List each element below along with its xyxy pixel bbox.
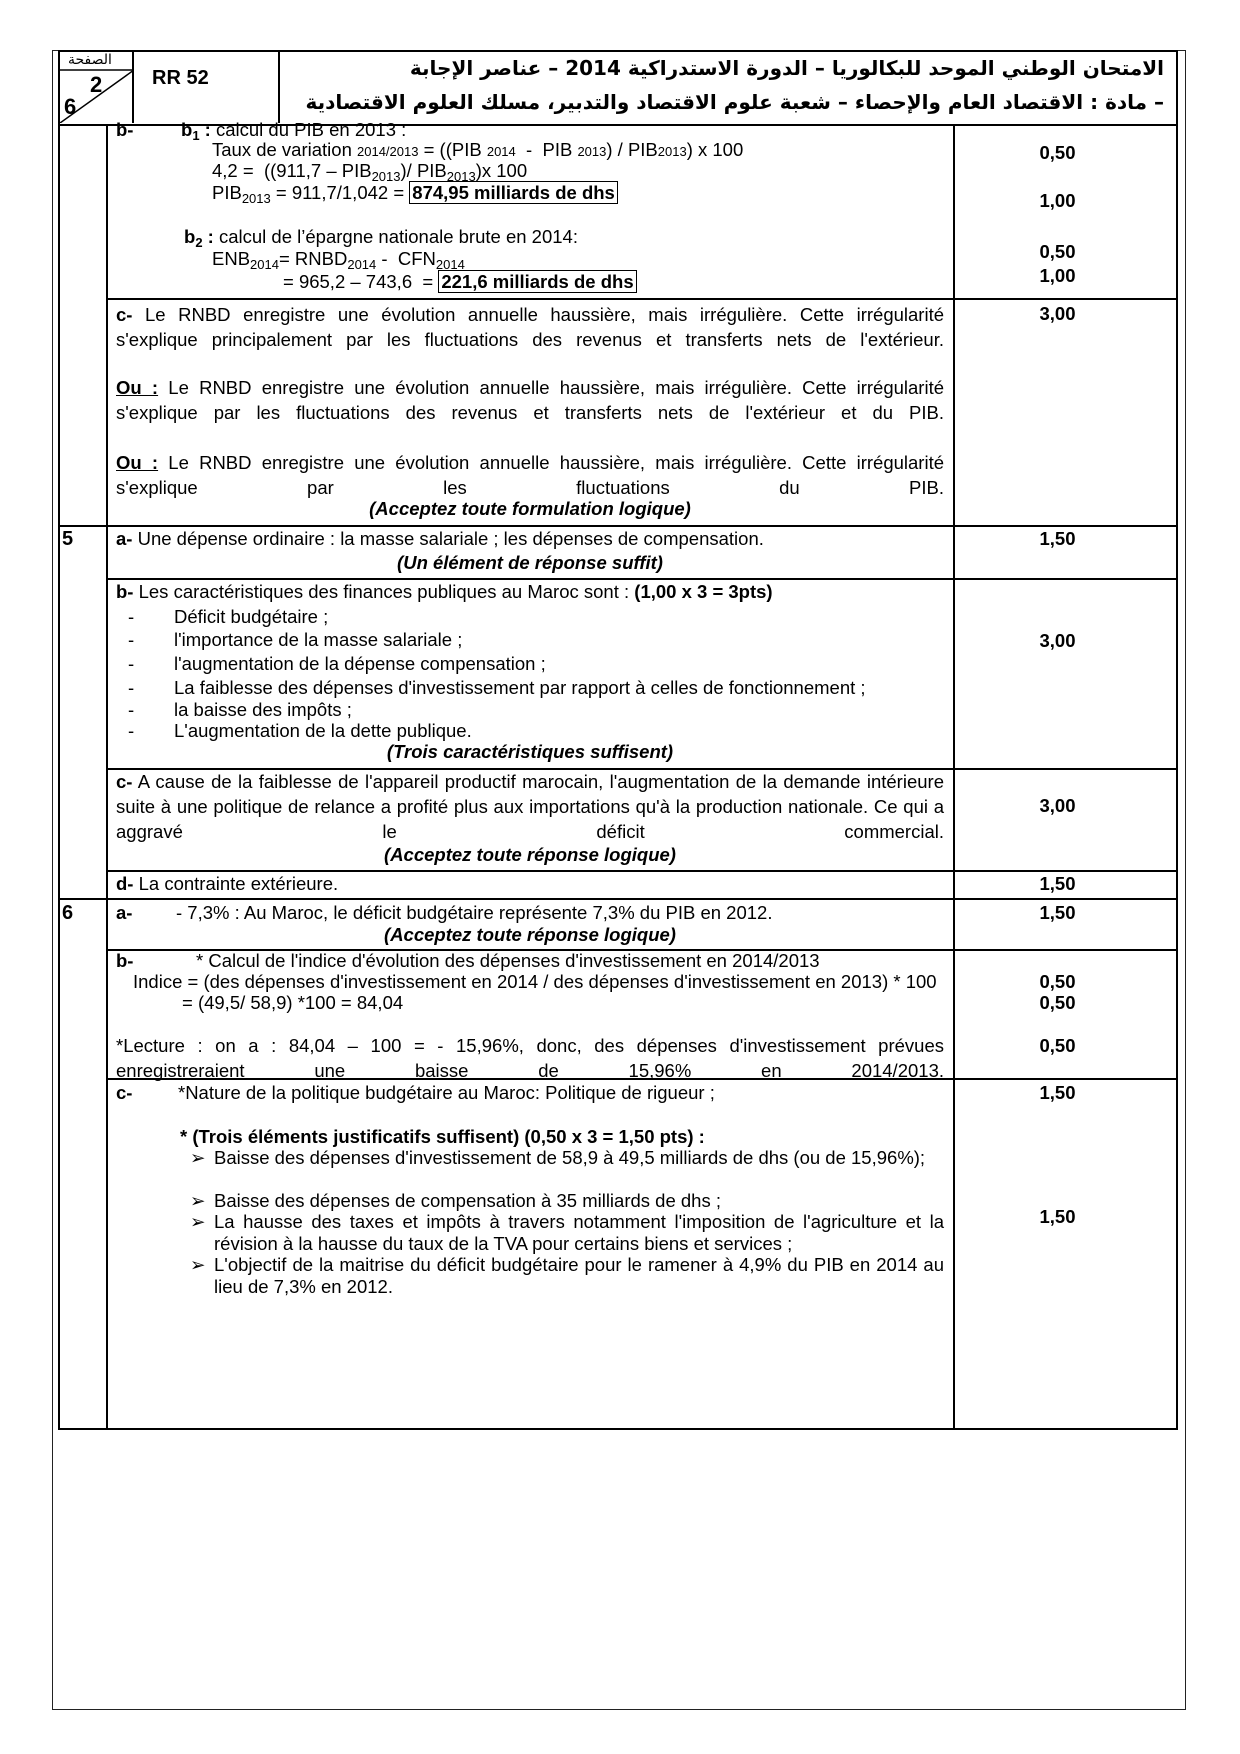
q6-b-line3: = (49,5/ 58,9) *100 = 84,04 xyxy=(182,992,404,1013)
row-divider xyxy=(60,525,1176,527)
score: 1,00 xyxy=(1039,265,1076,286)
q6-b-line2: Indice = (des dépenses d'investissement en 2014 / des dépenses d'investissement en 2013) * 100 xyxy=(133,971,937,992)
exam-header xyxy=(58,50,1178,126)
q6-c-label: c- xyxy=(116,1082,133,1103)
q4-b2-formula: $ENB_{2014}=$ $RNBD_{2014} - CFN_{2014}$ xyxy=(212,248,465,272)
q5-c-answer: c- A cause de la faiblesse de l'appareil productif marocain, l'augmentation de la demande intérieure suite à une politique de relance a profité plus aux importations qu'à la production nationale. Ce qui a aggravé le déficit commercial. xyxy=(116,771,944,842)
question-number: 5 xyxy=(62,528,74,550)
col-divider xyxy=(953,126,955,1428)
score: 1,50 xyxy=(1039,528,1076,549)
question-number: 6 xyxy=(62,902,74,924)
list-item: - la baisse des impôts ; xyxy=(128,699,352,720)
q4-b2-result: 221,6 milliards de dhs xyxy=(438,270,636,293)
page-number: 2 xyxy=(90,72,103,97)
score: 1,50 xyxy=(1039,902,1076,923)
q6-b-lecture: *Lecture : on a : 84,04 – 100 = - 15,96%, donc, des dépenses d'investissement prévues enregistreraient une baisse de 15,96% en 2014/2013. xyxy=(116,1035,944,1081)
q5-d-answer: d- La contrainte extérieure. xyxy=(116,873,339,894)
q4-b1-equation: $4,2 = ((911,7 - PIB_{2013})/$ $PIB_{2013})x$ 100 xyxy=(212,160,528,184)
q6-a-note: (Acceptez toute réponse logique) xyxy=(384,924,676,945)
row-divider xyxy=(106,578,1176,580)
q4-c-note: (Acceptez toute formulation logique) xyxy=(369,498,691,519)
row-divider xyxy=(60,898,1176,900)
score: 0,50 xyxy=(1039,142,1076,163)
list-item: ➢ Baisse des dépenses d'investissement de 58,9 à 49,5 milliards de dhs (ou de 15,96%); xyxy=(190,1147,926,1168)
list-item: - Déficit budgétaire ; xyxy=(128,606,329,627)
q4-b2-title: $b_2$ : calcul de l’épargne nationale brute en 2014: xyxy=(184,226,578,250)
score: 3,00 xyxy=(1039,795,1076,816)
q6-a-answer: - 7,3% : Au Maroc, le déficit budgétaire représente 7,3% du PIB en 2012. xyxy=(176,902,773,923)
score: 0,50 xyxy=(1039,992,1076,1013)
list-item: - La faiblesse des dépenses d'investissement par rapport à celles de fonctionnement ; xyxy=(128,677,866,698)
q6-c-line1: *Nature de la politique budgétaire au Maroc: Politique de rigueur ; xyxy=(178,1082,715,1103)
score: 0,50 xyxy=(1039,1035,1076,1056)
page-total: 6 xyxy=(64,94,77,119)
q5-b-intro: b- Les caractéristiques des finances publiques au Maroc sont : (1,00 x 3 = 3pts) xyxy=(116,581,773,602)
q6-b-label: b- xyxy=(116,950,134,971)
col-divider xyxy=(106,126,108,1428)
score: 1,50 xyxy=(1039,1206,1076,1227)
q5-c-note: (Acceptez toute réponse logique) xyxy=(384,844,676,865)
list-item: ➢ L'objectif de la maitrise du déficit budgétaire pour le ramener à 4,9% du PIB en 2014 au lieu de 7,3% en 2012. xyxy=(190,1254,944,1297)
q4-b1-formula: Taux de variation 2014/2013 = ((PIB 2014 - PIB 2013) / PIB2013) x 100 xyxy=(212,139,744,160)
list-item: - L'augmentation de la dette publique. xyxy=(128,720,472,741)
list-item: ➢ La hausse des taxes et impôts à travers notamment l'imposition de l'agriculture et la révision à la hausse du taux de la TVA pour certains biens et services ; xyxy=(190,1211,944,1254)
score: 3,00 xyxy=(1039,303,1076,324)
score: 1,50 xyxy=(1039,873,1076,894)
q4-c-answer2: Ou : Le RNBD enregistre une évolution annuelle haussière, mais irrégulière. Cette irrégularité s'explique par les fluctuations des revenus et transferts nets de l'extérieur et du PIB. xyxy=(116,377,944,423)
score: 0,50 xyxy=(1039,971,1076,992)
q6-c-subtitle: * (Trois éléments justificatifs suffisent) (0,50 x 3 = 1,50 pts) : xyxy=(180,1126,705,1147)
q4-b2-result-line: = 965,2 – 743,6 = 221,6 milliards de dhs xyxy=(283,271,637,293)
q4-b1-result-line: $PIB_{2013} = 911,7/1,042 = 874,95$ milliards de dhs xyxy=(212,182,618,210)
header-title-line2: – مادة : الاقتصاد العام والإحصاء – شعبة علوم الاقتصاد والتدبير، مسلك العلوم الاقتصادية xyxy=(305,90,1164,114)
page-indicator xyxy=(60,52,134,123)
q6-a-label: a- xyxy=(116,902,133,923)
q4-b1-title: $b_1$ : calcul du PIB en 2013 : xyxy=(181,119,407,143)
list-item: ➢ Baisse des dépenses de compensation à 35 milliards de dhs ; xyxy=(190,1190,721,1211)
q5-a-note: (Un élément de réponse suffit) xyxy=(397,552,663,573)
q4-c-answer1: c- Le RNBD enregistre une évolution annuelle haussière, mais irrégulière. Cette irrégularité s'explique principalement par les fluctuations des revenus et transferts nets de l'extérieur. xyxy=(116,304,944,350)
exam-code: RR 52 xyxy=(134,52,280,123)
score: 3,00 xyxy=(1039,630,1076,651)
header-title-line1: الامتحان الوطني الموحد للبكالوريا – الدورة الاستدراكية 2014 – عناصر الإجابة xyxy=(409,56,1164,80)
q5-b-note: (Trois caractéristiques suffisent) xyxy=(386,741,674,762)
q4-c-answer3: Ou : Le RNBD enregistre une évolution annuelle haussière, mais irrégulière. Cette irrégularité s'explique par les fluctuations du PIB. xyxy=(116,452,944,498)
list-item: - l'augmentation de la dépense compensation ; xyxy=(128,653,546,674)
row-divider xyxy=(106,870,1176,872)
score: 1,00 xyxy=(1039,190,1076,211)
list-item: - l'importance de la masse salariale ; xyxy=(128,629,463,650)
score: 0,50 xyxy=(1039,241,1076,262)
q4-b-label: b- xyxy=(116,119,134,140)
q6-b-line1: * Calcul de l'indice d'évolution des dépenses d'investissement en 2014/2013 xyxy=(196,950,820,971)
score: 1,50 xyxy=(1039,1082,1076,1103)
q5-a-answer: a- Une dépense ordinaire : la masse salariale ; les dépenses de compensation. xyxy=(116,528,764,549)
q4-b1-result: 874,95 milliards de dhs xyxy=(409,181,618,204)
page-label: الصفحة xyxy=(68,52,112,68)
row-divider xyxy=(106,298,1176,300)
